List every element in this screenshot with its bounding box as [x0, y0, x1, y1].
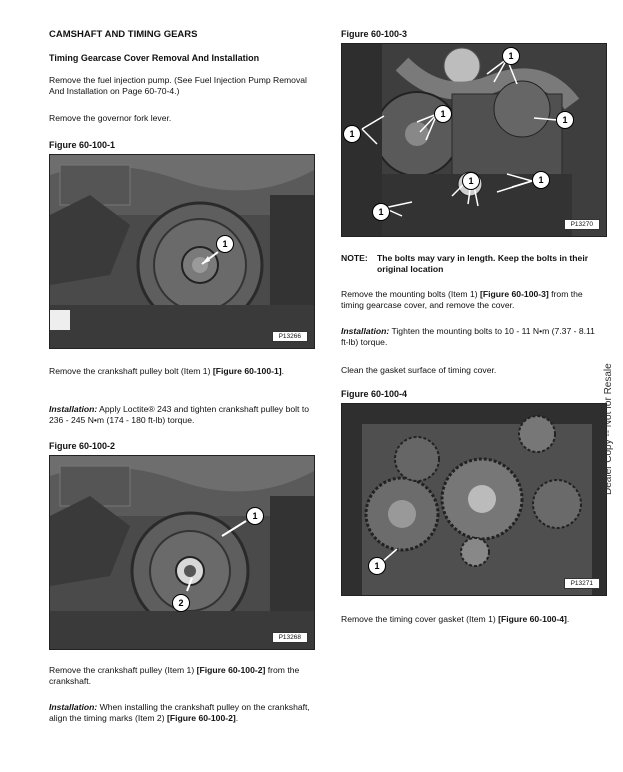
paragraph-remove-pulley: Remove the crankshaft pulley (Item 1) [Figure 60-100-2] from the crankshaft. [49, 665, 300, 687]
figure-1-photo [49, 154, 315, 349]
figure-2-photo [49, 455, 315, 650]
figure-1-label: Figure 60-100-1 [49, 140, 116, 150]
note-label: NOTE: [341, 253, 368, 263]
figure-2-label: Figure 60-100-2 [49, 441, 116, 451]
figure-4-photo [341, 403, 607, 596]
section-title: CAMSHAFT AND TIMING GEARS [49, 29, 198, 40]
figure-3-photo [341, 43, 607, 237]
figure-3-callout-f: 1 [462, 172, 480, 190]
figure-2-callout-1: 1 [246, 507, 264, 525]
figure-4-label: Figure 60-100-4 [341, 389, 408, 399]
figure-ref: [Figure 60-100-3] [480, 289, 549, 299]
figure-1-photo-id: P13266 [272, 331, 308, 342]
paragraph-clean-gasket: Clean the gasket surface of timing cover. [341, 365, 497, 375]
paragraph-governor: Remove the governor fork lever. [49, 113, 172, 123]
figure-3-photo-id: P13270 [564, 219, 600, 230]
subsection-title: Timing Gearcase Cover Removal And Installation [49, 53, 260, 63]
figure-3-callout-a: 1 [502, 47, 520, 65]
dealer-copy-watermark [603, 363, 623, 695]
paragraph-mounting-bolts: Remove the mounting bolts (Item 1) [Figure 60-100-3] from the timing gearcase cover, and remove the cover. [341, 289, 583, 311]
figure-4-callout: 1 [368, 557, 386, 575]
paragraph-fuel-pump: Remove the fuel injection pump. (See Fuel Injection Pump Removal And Installation on Page 60-70-4.) [49, 75, 307, 97]
paragraph-pulley-bolt: Remove the crankshaft pulley bolt (Item 1) [Figure 60-100-1]. [49, 366, 285, 376]
paragraph-installation-bolt: Installation: Apply Loctite® 243 and tighten crankshaft pulley bolt to 236 - 245 N•m (174 - 180 ft-lb) torque. [49, 404, 309, 426]
figure-3-label: Figure 60-100-3 [341, 29, 408, 39]
paragraph-installation-bolts: Installation: Tighten the mounting bolts to 10 - 11 N•m (7.37 - 8.11 ft-lb) torque. [341, 326, 595, 348]
figure-3-callout-e: 1 [532, 171, 550, 189]
figure-1-image [50, 155, 314, 348]
figure-ref: [Figure 60-100-4] [498, 614, 567, 624]
figure-ref: [Figure 60-100-2] [166, 713, 236, 724]
paragraph-installation-pulley: Installation: When installing the crankshaft pulley on the crankshaft, align the timing marks (Item 2) [Figure 60-100-2]. [49, 702, 310, 724]
dealer-copy-text: Dealer Copy -- Not for Resale [603, 363, 614, 495]
figure-4-photo-id: P13271 [564, 578, 600, 589]
figure-1-callout: 1 [216, 235, 234, 253]
figure-ref: [Figure 60-100-1] [212, 366, 282, 376]
paragraph-remove-gasket: Remove the timing cover gasket (Item 1) [Figure 60-100-4]. [341, 614, 570, 624]
note-text: The bolts may vary in length. Keep the bolts in their original location [377, 253, 589, 274]
figure-2-photo-id: P13268 [272, 632, 308, 643]
figure-3-callout-b: 1 [434, 105, 452, 123]
figure-3-callout-c: 1 [556, 111, 574, 129]
figure-3-callout-g: 1 [372, 203, 390, 221]
figure-2-image [50, 456, 314, 649]
figure-2-callout-2: 2 [172, 594, 190, 612]
figure-ref: [Figure 60-100-2] [196, 665, 266, 675]
figure-3-callout-d: 1 [343, 125, 361, 143]
